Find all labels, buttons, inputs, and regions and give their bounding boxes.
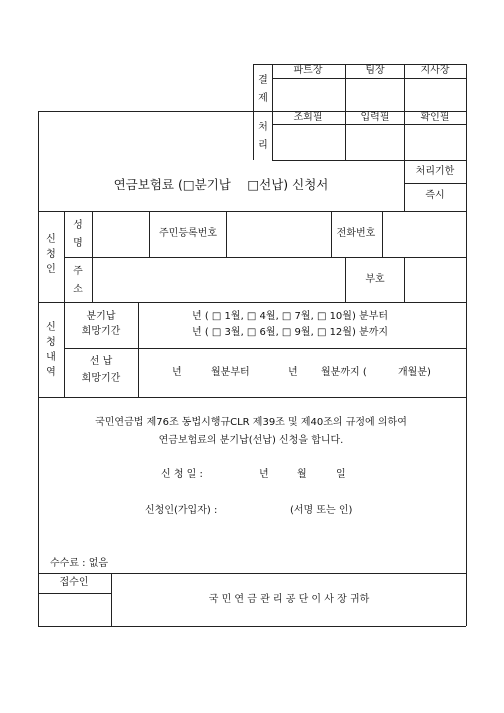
approval-col-divider-1 [345, 64, 346, 160]
approval-header-part-leader: 파트장 [293, 65, 323, 76]
details-label-divider [138, 302, 139, 397]
address-label-char-2: 소 [73, 284, 83, 295]
advance-to: 월분까지 ( [321, 367, 367, 378]
receipt-divider [38, 593, 111, 594]
advance-label-line2: 희망기간 [81, 373, 121, 384]
form-top-line [38, 111, 253, 112]
postal-label-left [345, 257, 346, 302]
advance-year-start: 년 [172, 367, 182, 378]
address-label-char-1: 주 [73, 266, 83, 277]
deadline-left-line [404, 160, 405, 211]
processing-label-char-1: 처 [258, 122, 268, 133]
quarterly-label-line1: 분기납 [86, 311, 116, 322]
applicant-label-char-1: 신 [46, 234, 56, 245]
address-label [71, 263, 85, 299]
approval-header-branch-head: 지사장 [420, 65, 450, 76]
applicant-label-char-2: 청 [46, 249, 56, 260]
form-right-line [466, 64, 467, 626]
advance-months: 개월분) [398, 367, 431, 378]
section-label-divider [64, 211, 65, 397]
approval-label-divider [272, 64, 273, 160]
rrn-value-divider [226, 211, 227, 257]
statement-line2: 연금보험료의 분기납(선납) 신청을 합니다. [158, 435, 344, 446]
name-label [71, 217, 85, 253]
title-bottom-line [38, 211, 466, 212]
postal-code-label: 부호 [365, 274, 385, 285]
approval-col-divider-2 [404, 64, 405, 160]
approval-label [256, 72, 270, 108]
processing-header-confirm: 확인필 [420, 112, 450, 123]
details-label-char-2: 청 [46, 337, 56, 348]
form-bottom-line [38, 626, 466, 627]
addressee: 국 민 연 금 관 리 공 단 이 사 장 귀하 [208, 594, 370, 605]
applicant-section-label [44, 232, 58, 277]
processing-header-inquiry: 조회필 [293, 112, 323, 123]
statement-line1: 국민연금법 제76조 동법시행규CLR 제39조 및 제40조의 규정에 의하여 [95, 417, 407, 428]
details-label-char-3: 내 [46, 352, 56, 363]
signer-label: 신청인(가입자) : [145, 505, 218, 516]
approval-label-char-1: 결 [258, 75, 268, 86]
application-date-day: 일 [336, 469, 346, 480]
deadline-divider [404, 183, 466, 184]
fee-note: 수수료 : 없음 [50, 558, 109, 569]
processing-label [256, 119, 270, 155]
application-date-year: 년 [259, 469, 269, 480]
receipt-label: 접수인 [59, 577, 89, 588]
approval-header-line [272, 78, 466, 79]
application-date-month: 월 [297, 469, 307, 480]
phone-value-divider [382, 211, 383, 257]
details-section-label [44, 320, 58, 380]
quarterly-period-line1: 년 ( □ 1월, □ 4월, □ 7월, □ 10월) 분부터 [192, 311, 389, 322]
details-bottom-line [38, 397, 466, 398]
approval-label-char-2: 제 [258, 93, 268, 104]
applicant-bottom-line [38, 302, 466, 303]
form-left-line [38, 111, 39, 626]
applicant-row-divider [64, 257, 466, 258]
receipt-right-line [111, 573, 112, 626]
postal-label-right [404, 257, 405, 302]
deadline-value: 즉시 [425, 190, 445, 201]
advance-year-end: 년 [288, 367, 298, 378]
details-row-divider [64, 348, 466, 349]
phone-label-divider [331, 211, 332, 257]
processing-header-input: 입력필 [360, 112, 390, 123]
deadline-label: 처리기한 [415, 166, 455, 177]
details-label-char-1: 신 [46, 322, 56, 333]
name-label-char-2: 명 [73, 238, 83, 249]
rrn-label: 주민등록번호 [159, 228, 217, 239]
details-label-char-4: 역 [46, 367, 56, 378]
phone-label: 전화번호 [336, 228, 376, 239]
name-label-divider [92, 211, 93, 302]
name-value-divider [149, 211, 150, 257]
application-date-label: 신 청 일 : [161, 469, 203, 480]
quarterly-label-line2: 희망기간 [81, 326, 121, 337]
statement-bottom-line [38, 573, 466, 574]
quarterly-period-line2: 년 ( □ 3월, □ 6월, □ 9월, □ 12월) 분까지 [192, 327, 389, 338]
signature-placeholder: (서명 또는 인) [290, 505, 353, 516]
processing-header-line [272, 124, 466, 125]
processing-bottom-line [272, 160, 466, 161]
applicant-label-char-3: 인 [46, 264, 56, 275]
advance-label-line1: 선 납 [89, 356, 113, 367]
form-title: 연금보험료 (□분기납 □선납) 신청서 [113, 177, 329, 192]
approval-header-team-leader: 팀장 [365, 65, 385, 76]
processing-label-char-2: 리 [258, 140, 268, 151]
advance-from: 월분부터 [211, 367, 250, 378]
approval-left-line [253, 64, 254, 160]
name-label-char-1: 성 [73, 220, 83, 231]
